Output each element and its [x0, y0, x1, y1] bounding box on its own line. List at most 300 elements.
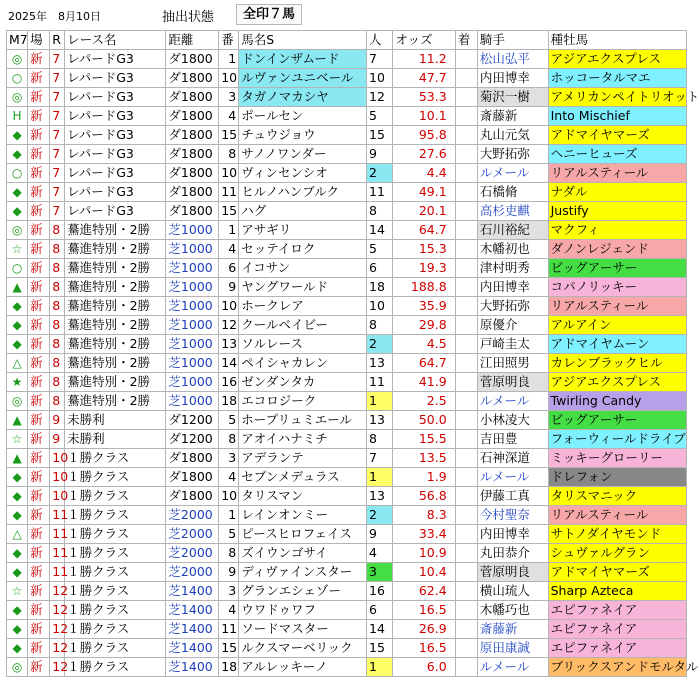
- table-row[interactable]: [7, 449, 687, 468]
- venue-cell: 新: [28, 297, 50, 316]
- popularity-cell: 8: [367, 202, 393, 221]
- horse-number-cell: 10: [219, 487, 239, 506]
- horse-name-cell: ペイシャカレン: [239, 354, 367, 373]
- table-row[interactable]: [7, 221, 687, 240]
- mark-icon: H: [7, 107, 28, 126]
- table-row[interactable]: [7, 373, 687, 392]
- table-row[interactable]: [7, 392, 687, 411]
- horse-number-cell: 10: [219, 164, 239, 183]
- finish-cell: [455, 639, 477, 658]
- horse-number-cell: 1: [219, 50, 239, 69]
- jockey-cell: 伊藤工真: [477, 487, 548, 506]
- popularity-cell: 18: [367, 278, 393, 297]
- jockey-cell: 菅原明良: [477, 563, 548, 582]
- popularity-cell: 11: [367, 183, 393, 202]
- mark-icon: ☆: [7, 582, 28, 601]
- jockey-cell: 松山弘平: [477, 50, 548, 69]
- table-row[interactable]: [7, 506, 687, 525]
- jockey-cell: 石神深道: [477, 449, 548, 468]
- race-name-cell: 驀進特別・2勝: [65, 221, 166, 240]
- jockey-cell: 戸崎圭太: [477, 335, 548, 354]
- race-name-cell: レパードG3: [65, 126, 166, 145]
- odds-cell: 6.0: [393, 658, 455, 677]
- popularity-cell: 16: [367, 582, 393, 601]
- table-row[interactable]: [7, 335, 687, 354]
- finish-cell: [455, 297, 477, 316]
- horse-name-cell: セブンメデュラス: [239, 468, 367, 487]
- odds-cell: 1.9: [393, 468, 455, 487]
- horse-number-cell: 8: [219, 544, 239, 563]
- finish-cell: [455, 373, 477, 392]
- horse-number-cell: 9: [219, 278, 239, 297]
- table-row[interactable]: [7, 69, 687, 88]
- venue-cell: 新: [28, 544, 50, 563]
- horse-number-cell: 1: [219, 506, 239, 525]
- horse-number-cell: 16: [219, 373, 239, 392]
- odds-cell: 16.5: [393, 601, 455, 620]
- popularity-cell: 13: [367, 354, 393, 373]
- horse-name-cell: ホークレア: [239, 297, 367, 316]
- venue-cell: 新: [28, 373, 50, 392]
- table-row[interactable]: [7, 50, 687, 69]
- odds-cell: 95.8: [393, 126, 455, 145]
- race-number-cell: 11: [50, 525, 65, 544]
- jockey-cell: 小林凌大: [477, 411, 548, 430]
- table-row[interactable]: [7, 164, 687, 183]
- venue-cell: 新: [28, 582, 50, 601]
- venue-cell: 新: [28, 620, 50, 639]
- sire-cell: ヘニーヒューズ: [548, 145, 686, 164]
- horse-number-cell: 8: [219, 430, 239, 449]
- header-row: [7, 31, 687, 50]
- finish-cell: [455, 392, 477, 411]
- jockey-cell: 横山琉人: [477, 582, 548, 601]
- popularity-cell: 9: [367, 145, 393, 164]
- table-row[interactable]: [7, 544, 687, 563]
- col-header-horse-name[interactable]: 馬名S: [239, 31, 367, 50]
- horse-number-cell: 9: [219, 563, 239, 582]
- table-row[interactable]: [7, 240, 687, 259]
- horse-name-cell: ズイウンゴサイ: [239, 544, 367, 563]
- sire-cell: Justify: [548, 202, 686, 221]
- odds-cell: 26.9: [393, 620, 455, 639]
- race-name-cell: 未勝利: [65, 411, 166, 430]
- race-name-cell: １勝クラス: [65, 563, 166, 582]
- popularity-cell: 1: [367, 468, 393, 487]
- sire-cell: サトノダイヤモンド: [548, 525, 686, 544]
- sire-cell: ホッコータルマエ: [548, 69, 686, 88]
- distance-cell: ダ1800: [166, 202, 219, 221]
- popularity-cell: 8: [367, 316, 393, 335]
- col-header-distance[interactable]: 距離: [166, 31, 219, 50]
- distance-cell: ダ1200: [166, 430, 219, 449]
- top-bar: [0, 0, 693, 30]
- distance-cell: 芝1000: [166, 221, 219, 240]
- venue-cell: 新: [28, 278, 50, 297]
- mark-icon: ○: [7, 259, 28, 278]
- race-number-cell: 8: [50, 354, 65, 373]
- race-name-cell: １勝クラス: [65, 601, 166, 620]
- distance-cell: 芝1000: [166, 354, 219, 373]
- odds-cell: 49.1: [393, 183, 455, 202]
- odds-cell: 41.9: [393, 373, 455, 392]
- mark-icon: ◆: [7, 126, 28, 145]
- mark-icon: ▲: [7, 411, 28, 430]
- distance-cell: ダ1800: [166, 449, 219, 468]
- finish-cell: [455, 240, 477, 259]
- horse-number-cell: 8: [219, 145, 239, 164]
- sire-cell: Sharp Azteca: [548, 582, 686, 601]
- popularity-cell: 6: [367, 259, 393, 278]
- horse-number-cell: 4: [219, 240, 239, 259]
- horse-name-cell: ウワドゥワフ: [239, 601, 367, 620]
- popularity-cell: 5: [367, 240, 393, 259]
- popularity-cell: 13: [367, 411, 393, 430]
- mark-icon: ◆: [7, 544, 28, 563]
- jockey-cell: 菅原明良: [477, 373, 548, 392]
- table-row[interactable]: [7, 430, 687, 449]
- odds-cell: 11.2: [393, 50, 455, 69]
- table-row[interactable]: [7, 107, 687, 126]
- mark-icon: ◆: [7, 316, 28, 335]
- jockey-cell: ルメール: [477, 164, 548, 183]
- horse-name-cell: セッテイロク: [239, 240, 367, 259]
- race-name-cell: レパードG3: [65, 69, 166, 88]
- venue-cell: 新: [28, 392, 50, 411]
- horse-name-cell: ホープリュミエール: [239, 411, 367, 430]
- horse-number-cell: 14: [219, 354, 239, 373]
- horse-name-cell: グランエシェゾー: [239, 582, 367, 601]
- finish-cell: [455, 259, 477, 278]
- horse-name-cell: アデランテ: [239, 449, 367, 468]
- race-number-cell: 8: [50, 335, 65, 354]
- col-header-sire[interactable]: 種牡馬: [548, 31, 686, 50]
- sire-cell: カレンブラックヒル: [548, 354, 686, 373]
- race-name-cell: １勝クラス: [65, 468, 166, 487]
- sire-cell: アドマイヤマーズ: [548, 126, 686, 145]
- popularity-cell: 12: [367, 88, 393, 107]
- odds-cell: 27.6: [393, 145, 455, 164]
- table-row[interactable]: [7, 525, 687, 544]
- race-name-cell: １勝クラス: [65, 525, 166, 544]
- distance-cell: 芝1000: [166, 240, 219, 259]
- race-name-cell: １勝クラス: [65, 639, 166, 658]
- jockey-cell: 内田博幸: [477, 525, 548, 544]
- venue-cell: 新: [28, 639, 50, 658]
- popularity-cell: 11: [367, 373, 393, 392]
- finish-cell: [455, 563, 477, 582]
- jockey-cell: 原優介: [477, 316, 548, 335]
- race-name-cell: 驀進特別・2勝: [65, 259, 166, 278]
- horse-name-cell: アオイハナミチ: [239, 430, 367, 449]
- mark-icon: ◎: [7, 50, 28, 69]
- odds-cell: 10.4: [393, 563, 455, 582]
- jockey-cell: 斎藤新: [477, 107, 548, 126]
- jockey-cell: 高杉吏麒: [477, 202, 548, 221]
- race-name-cell: 驀進特別・2勝: [65, 392, 166, 411]
- table-row[interactable]: [7, 354, 687, 373]
- race-number-cell: 8: [50, 240, 65, 259]
- odds-cell: 15.5: [393, 430, 455, 449]
- horse-name-cell: ルヴァンユニベール: [239, 69, 367, 88]
- race-number-cell: 12: [50, 639, 65, 658]
- race-name-cell: 驀進特別・2勝: [65, 240, 166, 259]
- venue-cell: 新: [28, 506, 50, 525]
- sire-cell: リアルスティール: [548, 164, 686, 183]
- venue-cell: 新: [28, 335, 50, 354]
- venue-cell: 新: [28, 658, 50, 677]
- jockey-cell: 原田康誠: [477, 639, 548, 658]
- mark-icon: ▲: [7, 449, 28, 468]
- race-name-cell: 驀進特別・2勝: [65, 316, 166, 335]
- sire-cell: ナダル: [548, 183, 686, 202]
- jockey-cell: 吉田豊: [477, 430, 548, 449]
- table-row[interactable]: [7, 620, 687, 639]
- sire-cell: ドレフォン: [548, 468, 686, 487]
- jockey-cell: 斎藤新: [477, 620, 548, 639]
- venue-cell: 新: [28, 107, 50, 126]
- distance-cell: 芝2000: [166, 563, 219, 582]
- filter-state-button[interactable]: 全印７馬: [236, 4, 302, 25]
- mark-icon: △: [7, 525, 28, 544]
- distance-cell: 芝1400: [166, 601, 219, 620]
- sire-cell: アメリカンペイトリオット: [548, 88, 686, 107]
- popularity-cell: 7: [367, 449, 393, 468]
- venue-cell: 新: [28, 126, 50, 145]
- mark-icon: ○: [7, 164, 28, 183]
- venue-cell: 新: [28, 50, 50, 69]
- mark-icon: ◎: [7, 658, 28, 677]
- venue-cell: 新: [28, 487, 50, 506]
- race-number-cell: 12: [50, 658, 65, 677]
- table-row[interactable]: [7, 259, 687, 278]
- table-row[interactable]: [7, 126, 687, 145]
- venue-cell: 新: [28, 202, 50, 221]
- table-row[interactable]: [7, 202, 687, 221]
- race-number-cell: 8: [50, 259, 65, 278]
- finish-cell: [455, 449, 477, 468]
- table-row[interactable]: [7, 88, 687, 107]
- horse-name-cell: タリスマン: [239, 487, 367, 506]
- mark-icon: ★: [7, 373, 28, 392]
- distance-cell: 芝1000: [166, 392, 219, 411]
- race-number-cell: 7: [50, 202, 65, 221]
- horse-name-cell: ピースヒロフェイス: [239, 525, 367, 544]
- horse-number-cell: 18: [219, 392, 239, 411]
- col-header-number[interactable]: 番: [219, 31, 239, 50]
- table-row[interactable]: [7, 145, 687, 164]
- sire-cell: エピファネイア: [548, 620, 686, 639]
- horse-name-cell: クールベイビー: [239, 316, 367, 335]
- popularity-cell: 10: [367, 69, 393, 88]
- finish-cell: [455, 354, 477, 373]
- race-number-cell: 10: [50, 487, 65, 506]
- venue-cell: 新: [28, 563, 50, 582]
- mark-icon: ◆: [7, 183, 28, 202]
- mark-icon: ◎: [7, 88, 28, 107]
- race-name-cell: １勝クラス: [65, 658, 166, 677]
- race-name-cell: 驀進特別・2勝: [65, 278, 166, 297]
- col-header-venue[interactable]: 場: [28, 31, 50, 50]
- race-number-cell: 9: [50, 411, 65, 430]
- horse-name-cell: ハグ: [239, 202, 367, 221]
- horse-number-cell: 15: [219, 639, 239, 658]
- table-row[interactable]: [7, 487, 687, 506]
- venue-cell: 新: [28, 430, 50, 449]
- sire-cell: ビッグアーサー: [548, 411, 686, 430]
- venue-cell: 新: [28, 259, 50, 278]
- mark-icon: ◆: [7, 202, 28, 221]
- popularity-cell: 9: [367, 525, 393, 544]
- mark-icon: ◆: [7, 297, 28, 316]
- table-row[interactable]: [7, 278, 687, 297]
- horse-number-cell: 5: [219, 525, 239, 544]
- horse-name-cell: アサギリ: [239, 221, 367, 240]
- sire-cell: エピファネイア: [548, 639, 686, 658]
- distance-cell: ダ1200: [166, 411, 219, 430]
- col-header-race-no[interactable]: R: [50, 31, 65, 50]
- odds-cell: 4.5: [393, 335, 455, 354]
- col-header-race-name[interactable]: レース名: [65, 31, 166, 50]
- horse-number-cell: 5: [219, 411, 239, 430]
- distance-cell: 芝2000: [166, 506, 219, 525]
- distance-cell: ダ1800: [166, 107, 219, 126]
- table-row[interactable]: [7, 411, 687, 430]
- mark-icon: ◎: [7, 221, 28, 240]
- odds-cell: 53.3: [393, 88, 455, 107]
- distance-cell: ダ1800: [166, 487, 219, 506]
- distance-cell: 芝1400: [166, 582, 219, 601]
- popularity-cell: 2: [367, 335, 393, 354]
- horse-number-cell: 10: [219, 297, 239, 316]
- finish-cell: [455, 335, 477, 354]
- sire-cell: Twirling Candy: [548, 392, 686, 411]
- sire-cell: アジアエクスプレス: [548, 50, 686, 69]
- venue-cell: 新: [28, 164, 50, 183]
- horse-name-cell: チュウジョウ: [239, 126, 367, 145]
- table-row[interactable]: [7, 658, 687, 677]
- race-name-cell: レパードG3: [65, 164, 166, 183]
- finish-cell: [455, 145, 477, 164]
- horse-number-cell: 3: [219, 449, 239, 468]
- horse-name-cell: エコロジーク: [239, 392, 367, 411]
- col-header-popularity[interactable]: 人: [367, 31, 393, 50]
- odds-cell: 64.7: [393, 354, 455, 373]
- horse-name-cell: ソードマスター: [239, 620, 367, 639]
- race-number-cell: 7: [50, 126, 65, 145]
- mark-icon: ◆: [7, 145, 28, 164]
- sire-cell: ビッグアーサー: [548, 259, 686, 278]
- jockey-cell: 大野拓弥: [477, 297, 548, 316]
- table-row[interactable]: [7, 582, 687, 601]
- sire-cell: アルアイン: [548, 316, 686, 335]
- finish-cell: [455, 50, 477, 69]
- distance-cell: ダ1800: [166, 50, 219, 69]
- mark-icon: ▲: [7, 278, 28, 297]
- finish-cell: [455, 582, 477, 601]
- race-name-cell: 驀進特別・2勝: [65, 354, 166, 373]
- finish-cell: [455, 411, 477, 430]
- horse-number-cell: 6: [219, 259, 239, 278]
- col-header-m7[interactable]: M7: [7, 31, 28, 50]
- venue-cell: 新: [28, 468, 50, 487]
- col-header-finish[interactable]: 着: [455, 31, 477, 50]
- race-name-cell: 未勝利: [65, 430, 166, 449]
- jockey-cell: 大野拓弥: [477, 145, 548, 164]
- popularity-cell: 1: [367, 392, 393, 411]
- horse-name-cell: ポールセン: [239, 107, 367, 126]
- race-name-cell: レパードG3: [65, 202, 166, 221]
- table-row[interactable]: [7, 601, 687, 620]
- venue-cell: 新: [28, 411, 50, 430]
- venue-cell: 新: [28, 525, 50, 544]
- venue-cell: 新: [28, 88, 50, 107]
- mark-icon: ◆: [7, 468, 28, 487]
- distance-cell: 芝2000: [166, 544, 219, 563]
- odds-cell: 16.5: [393, 639, 455, 658]
- venue-cell: 新: [28, 69, 50, 88]
- jockey-cell: 石川裕紀: [477, 221, 548, 240]
- race-name-cell: １勝クラス: [65, 506, 166, 525]
- finish-cell: [455, 88, 477, 107]
- jockey-cell: 今村聖奈: [477, 506, 548, 525]
- col-header-jockey[interactable]: 騎手: [477, 31, 548, 50]
- distance-cell: 芝1000: [166, 373, 219, 392]
- odds-cell: 47.7: [393, 69, 455, 88]
- horse-number-cell: 4: [219, 107, 239, 126]
- race-name-cell: レパードG3: [65, 50, 166, 69]
- table-row[interactable]: [7, 563, 687, 582]
- odds-cell: 8.3: [393, 506, 455, 525]
- table-row[interactable]: [7, 639, 687, 658]
- horse-name-cell: ヤングワールド: [239, 278, 367, 297]
- sire-cell: マクフィ: [548, 221, 686, 240]
- table-row[interactable]: [7, 297, 687, 316]
- race-entries-table: [6, 30, 699, 677]
- finish-cell: [455, 544, 477, 563]
- horse-number-cell: 4: [219, 601, 239, 620]
- race-name-cell: 驀進特別・2勝: [65, 297, 166, 316]
- race-number-cell: 7: [50, 69, 65, 88]
- distance-cell: ダ1800: [166, 126, 219, 145]
- horse-number-cell: 3: [219, 88, 239, 107]
- race-number-cell: 11: [50, 506, 65, 525]
- popularity-cell: 7: [367, 50, 393, 69]
- jockey-cell: 江田照男: [477, 354, 548, 373]
- table-row[interactable]: [7, 316, 687, 335]
- odds-cell: 2.5: [393, 392, 455, 411]
- race-name-cell: レパードG3: [65, 145, 166, 164]
- race-name-cell: １勝クラス: [65, 582, 166, 601]
- odds-cell: 50.0: [393, 411, 455, 430]
- distance-cell: 芝1000: [166, 259, 219, 278]
- mark-icon: ☆: [7, 430, 28, 449]
- race-name-cell: 驀進特別・2勝: [65, 335, 166, 354]
- table-row[interactable]: [7, 183, 687, 202]
- odds-cell: 33.4: [393, 525, 455, 544]
- race-number-cell: 12: [50, 582, 65, 601]
- col-header-odds[interactable]: オッズ: [393, 31, 455, 50]
- odds-cell: 10.1: [393, 107, 455, 126]
- mark-icon: ◆: [7, 639, 28, 658]
- popularity-cell: 8: [367, 430, 393, 449]
- venue-cell: 新: [28, 240, 50, 259]
- distance-cell: ダ1800: [166, 468, 219, 487]
- table-row[interactable]: [7, 468, 687, 487]
- race-number-cell: 7: [50, 145, 65, 164]
- finish-cell: [455, 107, 477, 126]
- horse-name-cell: イコサン: [239, 259, 367, 278]
